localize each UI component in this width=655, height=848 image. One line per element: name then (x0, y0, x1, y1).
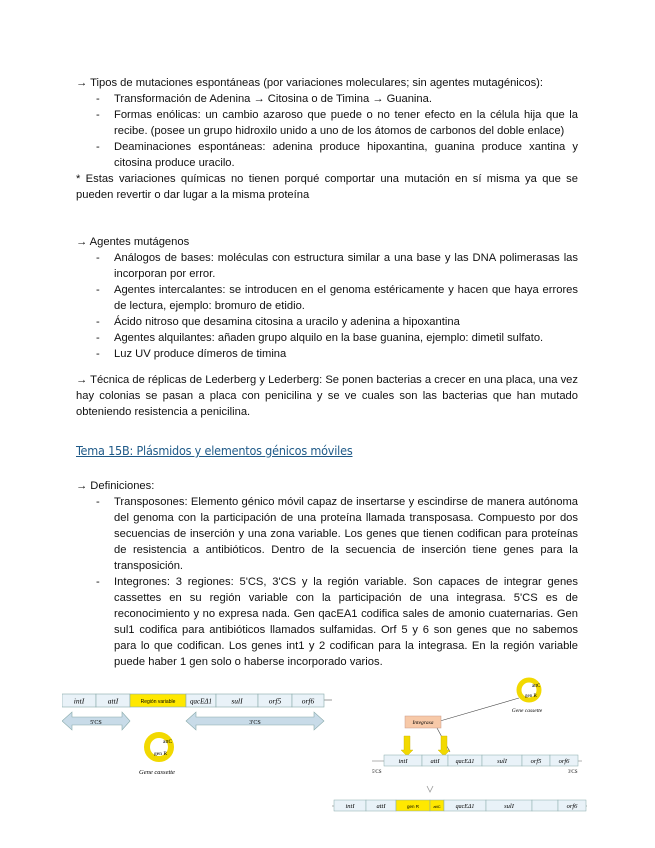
gene-label: gen R (406, 804, 420, 809)
cassette-attc: attC (163, 739, 173, 745)
section1-intro: → Tipos de mutaciones espontáneas (por variaciones moleculares; sin agentes mutagénicos): (76, 77, 544, 89)
section2-list (76, 250, 578, 362)
list-item: - Formas enólicas: un cambio azaroso que puede o no tener efecto en la célula hija que la recibe. (posee un grupo hidroxilo unido a uno de los átomos de carbonos del doble enlace) (76, 107, 578, 139)
gene-label: attI (430, 758, 440, 765)
gene-label: qacEΔ1 (455, 804, 475, 810)
integron-svg-left (62, 690, 332, 790)
integron-diagram-left (62, 690, 332, 790)
list-item: - Transformación de Adenina → Citosina o de Timina → Guanina. (76, 91, 578, 107)
section1-note: * Estas variaciones químicas no tienen porqué comportar una mutación en sí misma ya que se pueden revertir o dar lugar a la misma proteína (76, 173, 578, 201)
section4-intro: → Definiciones: (76, 480, 155, 492)
gene-label: sulI (497, 758, 507, 765)
section-spontaneous-mutations (76, 75, 578, 203)
integron-svg-right (332, 676, 592, 816)
cs3-label: 3'CS (568, 770, 578, 775)
gene-label: intI (398, 758, 408, 765)
down-arrow-icon (427, 786, 433, 792)
section4-list (76, 494, 578, 670)
gene-label: attC (433, 804, 441, 809)
gene-label: orf5 (268, 696, 282, 706)
integron-diagram-right (332, 676, 592, 816)
cassette-genr: gen R (154, 751, 167, 757)
section3-text: → Técnica de réplicas de Lederberg y Lederberg: Se ponen bacterias a crecer en una placa, una vez hay colonias se pasan a placa con penicilina y se ve cuales son las bacterias que han mutado obteniendo resistencia a penicilina. (76, 374, 578, 418)
gene-label: orf6 (566, 803, 578, 810)
cassette-attc: attC (532, 684, 541, 689)
integrase-label: Integrasa (412, 720, 434, 726)
arrow-icon (438, 736, 450, 756)
gene-label: intI (73, 696, 85, 706)
list-item: - Análogos de bases: moléculas con estructura similar a una base y las DNA polimerasas las incorporan por error. (76, 250, 578, 282)
section-title: Tema 15B: Plásmidos y elementos génicos móviles (76, 443, 353, 458)
gene-label: qacEΔ1 (455, 759, 475, 765)
list-item: - Luz UV produce dímeros de timina (76, 346, 578, 362)
section-definitions (76, 478, 578, 670)
cassette-genr: gen R (525, 694, 537, 699)
arrow-icon (401, 736, 413, 756)
section2-intro: → Agentes mutágenos (76, 236, 190, 248)
cassette-caption: Gene cassette (139, 769, 175, 776)
cs3-label: 3'CS (249, 720, 261, 726)
gene-label: Región variable (140, 699, 176, 705)
list-item: - Deaminaciones espontáneas: adenina produce hipoxantina, guanina produce xantina y citosina produce uracilo. (76, 139, 578, 171)
gene-label: attI (376, 803, 386, 810)
list-item: - Integrones: 3 regiones: 5'CS, 3'CS y la región variable. Son capaces de integrar genes cassettes en su región variable con la participación de una integrasa. 5'CS es de reconocimiento y no expresa nada. Gen qacEA1 codifica sales de amonio cuaternarias. Gen sul1 codifica para antibióticos llamados sulfamidas. Orf 5 y 6 son genes que no sabemos para lo que codifican. Los genes int1 y 2 codifican para la integrasa. En la región variable puede haber 1 gen solo o haberse incorporado varios. (76, 574, 578, 670)
gene-label: orf6 (301, 696, 315, 706)
gene-label: orf5 (530, 758, 542, 765)
gene-label: qacEΔ1 (190, 697, 212, 706)
gene-label: orf6 (558, 758, 570, 765)
cassette-caption: Gene cassette (511, 708, 543, 714)
list-item: - Agentes intercalantes: se introducen en el genoma estéricamente y hacen que haya errores de lectura, ejemplo: bromuro de etidio. (76, 282, 578, 314)
section1-list (76, 91, 578, 171)
section-mutagenic-agents (76, 234, 578, 362)
gene-label: sulI (231, 696, 243, 706)
list-item: - Transposones: Elemento génico móvil capaz de insertarse y escindirse de manera autónoma del genoma con la participación de una proteína llamada transposasa. Compuesto por dos secuencias de inserción y una zona variable. Los genes que tienen codifican para proteínas de resistencia a antibióticos. Dentro de la secuencia de inserción tiene genes para la transposición. (76, 494, 578, 574)
cs5-label: 5'CS (90, 720, 102, 726)
list-item: - Agentes alquilantes: añaden grupo alquilo en la base guanina, ejemplo: dimetil sulfato. (76, 330, 578, 346)
gene-label: attI (107, 696, 119, 706)
section-lederberg (76, 372, 578, 420)
list-item: - Ácido nitroso que desamina citosina a uracilo y adenina a hipoxantina (76, 314, 578, 330)
cs5-label: 5'CS (372, 770, 382, 775)
gene-label: intI (345, 803, 355, 810)
gene-label: sulI (504, 803, 514, 810)
